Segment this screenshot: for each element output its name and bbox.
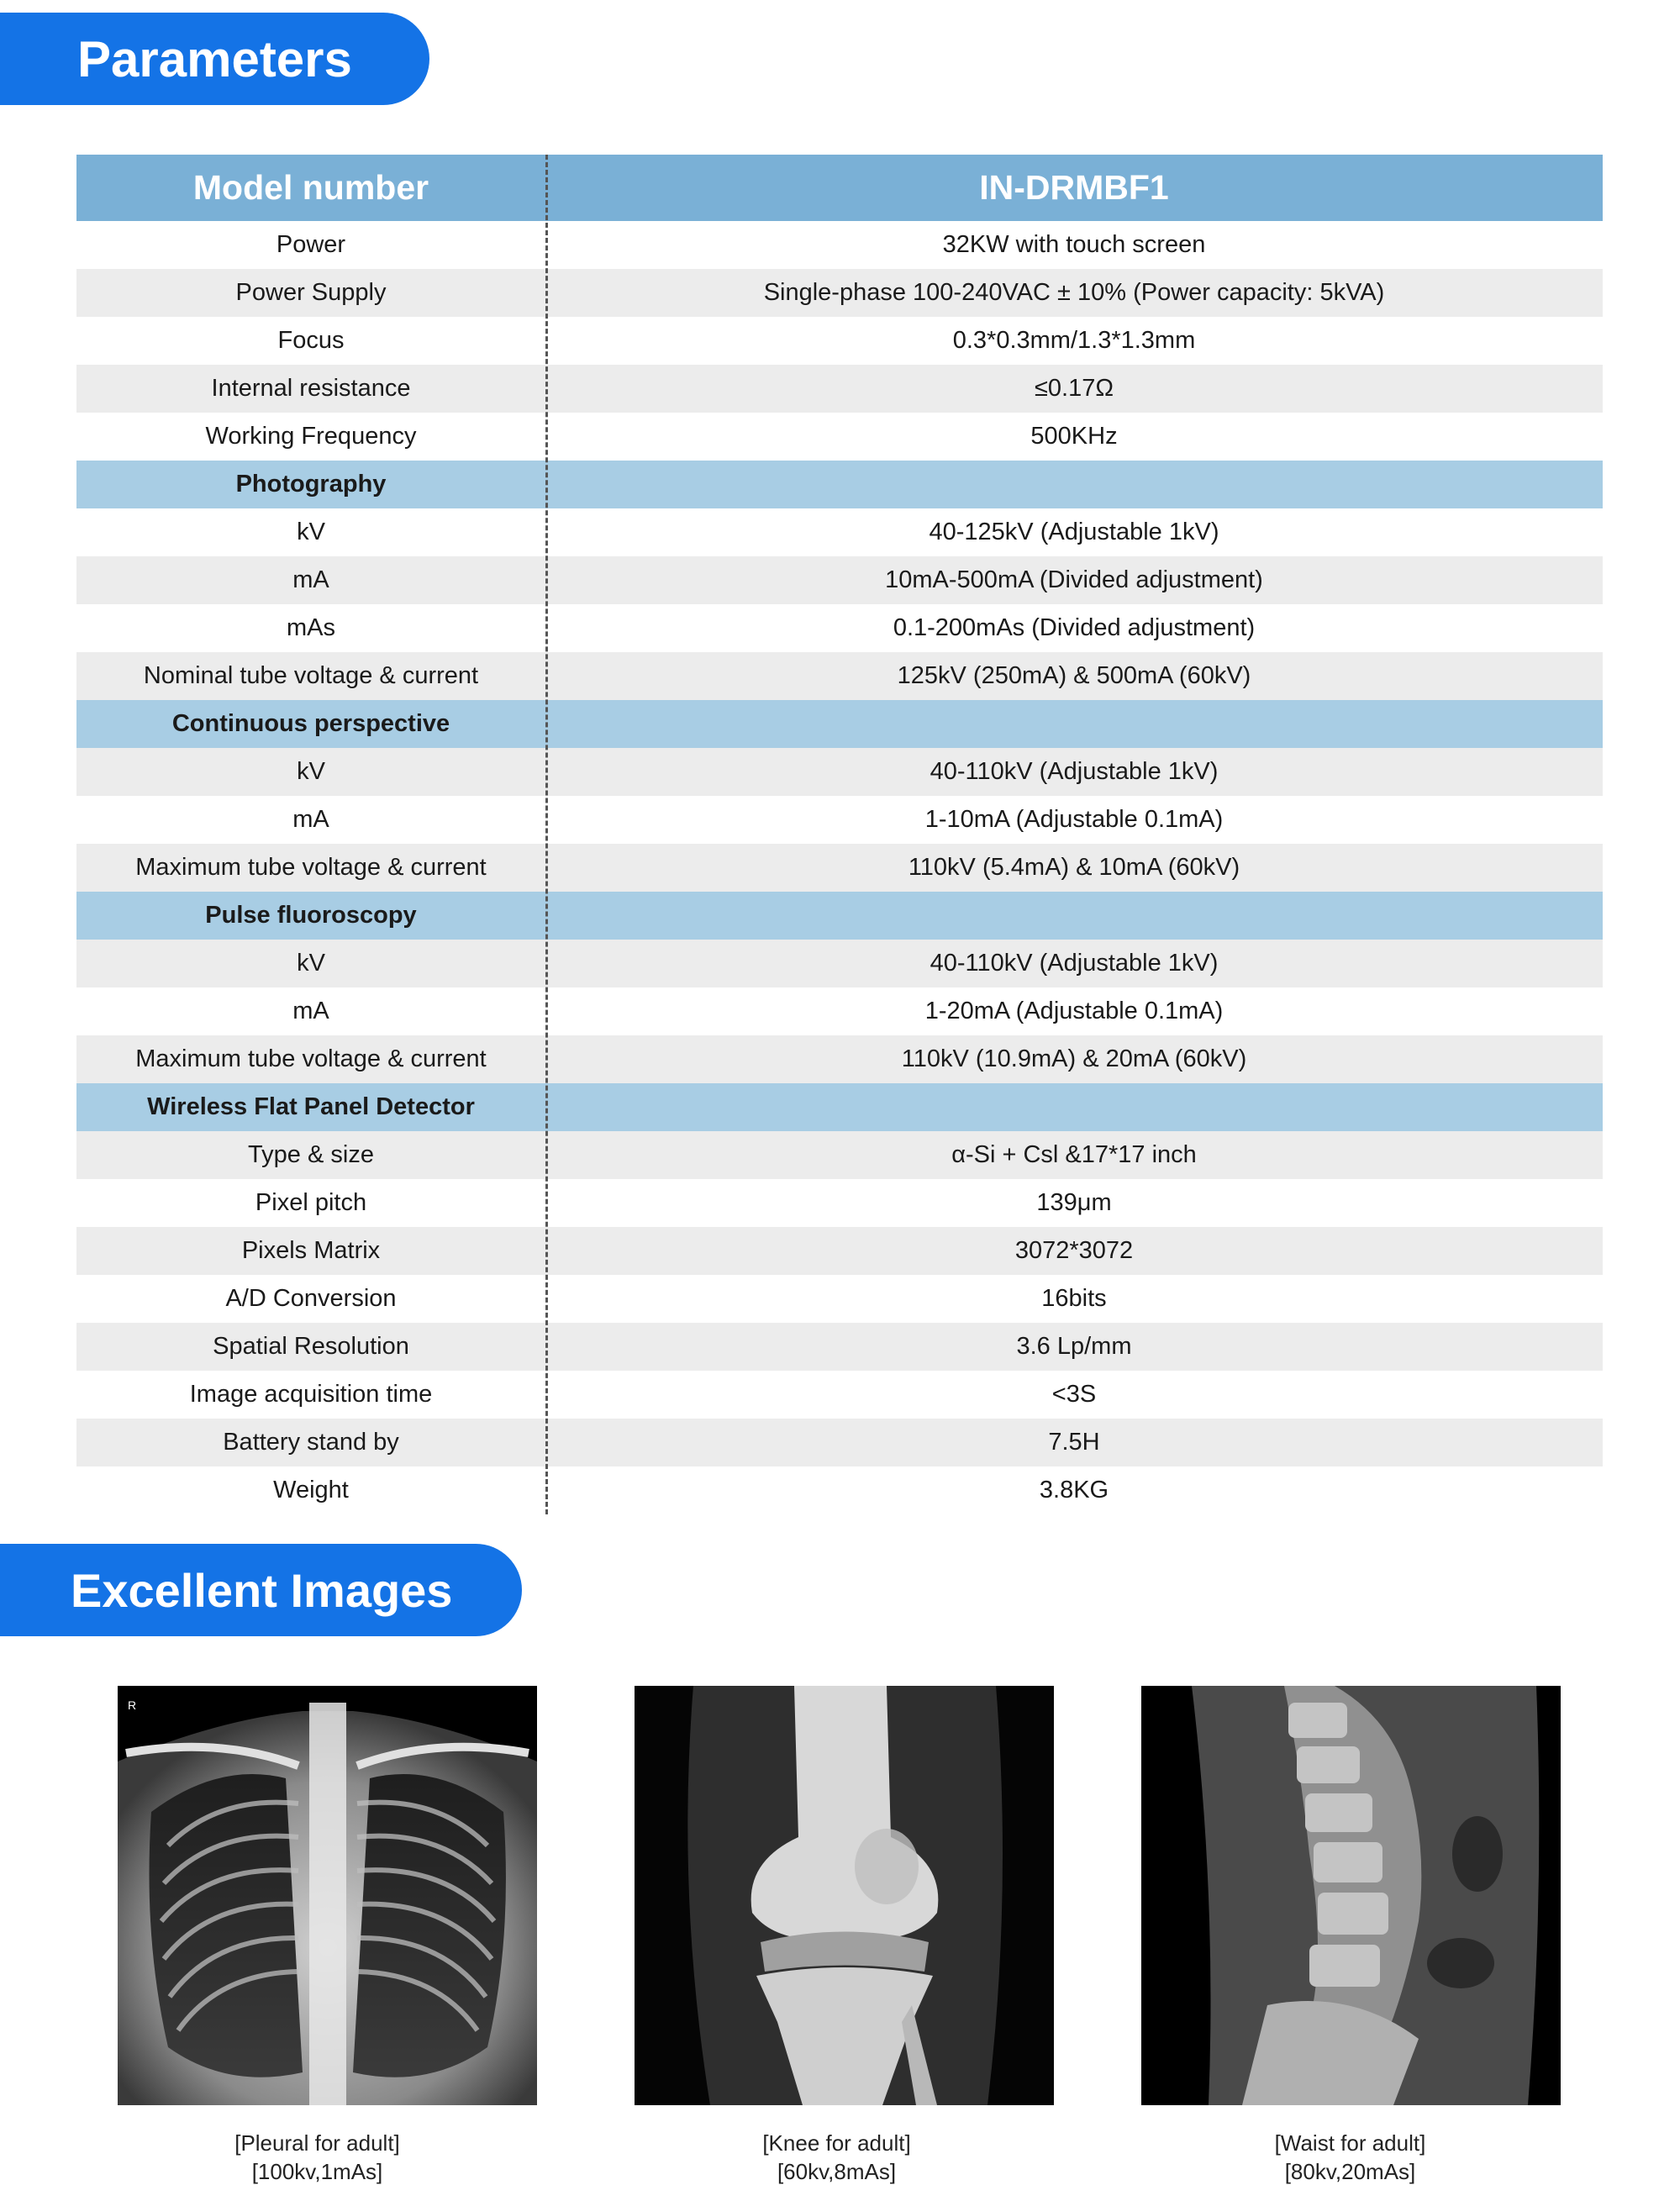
param-value: 32KW with touch screen	[942, 231, 1206, 258]
chest-xray-marker: R	[128, 1698, 137, 1712]
knee-caption-title: [Knee for adult]	[762, 2130, 911, 2156]
waist-caption-title: [Waist for adult]	[1274, 2130, 1426, 2156]
waist-xray-image	[1141, 1686, 1561, 2105]
param-label: mA	[292, 998, 329, 1024]
images-section-tab	[0, 1544, 522, 1636]
param-value: 40-125kV (Adjustable 1kV)	[929, 519, 1219, 545]
parameters-title: Parameters	[77, 30, 352, 87]
table-row	[76, 796, 1603, 844]
param-value: ≤0.17Ω	[1034, 375, 1114, 402]
table-row	[76, 317, 1603, 365]
table-section-row	[76, 892, 1603, 940]
table-row	[76, 652, 1603, 700]
param-value: Single-phase 100-240VAC ± 10% (Power capacity: 5kVA)	[763, 279, 1385, 306]
param-label: Maximum tube voltage & current	[135, 854, 487, 881]
table-row	[76, 844, 1603, 892]
param-value: 0.1-200mAs (Divided adjustment)	[893, 614, 1256, 641]
param-value: 10mA-500mA (Divided adjustment)	[885, 566, 1263, 593]
chest-xray-caption	[108, 2129, 527, 2186]
section-heading: Photography	[235, 471, 387, 498]
chest-xray-image	[118, 1686, 537, 2105]
table-body	[76, 221, 1603, 1514]
table-row	[76, 1371, 1603, 1419]
param-value: 1-10mA (Adjustable 0.1mA)	[924, 806, 1224, 833]
table-row	[76, 1275, 1603, 1323]
waist-caption-params: [80kv,20mAs]	[1284, 2159, 1416, 2184]
param-label: kV	[297, 519, 325, 545]
table-row	[76, 1131, 1603, 1179]
table-row	[76, 987, 1603, 1035]
param-value: 110kV (10.9mA) & 20mA (60kV)	[901, 1045, 1247, 1072]
table-row	[76, 1035, 1603, 1083]
param-label: Weight	[273, 1477, 349, 1503]
column-divider	[545, 155, 548, 1514]
table-row	[76, 556, 1603, 604]
param-label: mA	[292, 806, 329, 833]
param-value: 3072*3072	[1014, 1237, 1134, 1264]
param-value: 16bits	[1041, 1285, 1107, 1312]
table-row	[76, 748, 1603, 796]
param-label: Image acquisition time	[189, 1381, 433, 1408]
knee-xray-image	[635, 1686, 1054, 2105]
param-label: mA	[292, 566, 329, 593]
parameters-section-tab	[0, 13, 429, 105]
table-section-row	[76, 700, 1603, 748]
table-header-row	[76, 155, 1603, 221]
param-label: mAs	[287, 614, 335, 641]
table-row	[76, 940, 1603, 987]
table-row	[76, 365, 1603, 413]
table-section-row	[76, 1083, 1603, 1131]
table-row	[76, 1466, 1603, 1514]
param-label: Internal resistance	[211, 375, 411, 402]
table-row	[76, 1179, 1603, 1227]
param-value: 7.5H	[1048, 1429, 1100, 1456]
table-row	[76, 1419, 1603, 1466]
table-row	[76, 604, 1603, 652]
param-label: Spatial Resolution	[213, 1333, 409, 1360]
table-section-row	[76, 461, 1603, 508]
param-label: kV	[297, 950, 325, 977]
param-value: 0.3*0.3mm/1.3*1.3mm	[952, 327, 1196, 354]
table-row	[76, 1227, 1603, 1275]
param-label: Pixels Matrix	[241, 1237, 381, 1264]
param-value: 125kV (250mA) & 500mA (60kV)	[897, 662, 1251, 689]
table-row	[76, 1323, 1603, 1371]
param-label: Pixel pitch	[255, 1189, 367, 1216]
param-label: kV	[297, 758, 325, 785]
table-row	[76, 413, 1603, 461]
spec-table	[76, 155, 1603, 1514]
table-row	[76, 508, 1603, 556]
param-label: Battery stand by	[223, 1429, 399, 1456]
section-heading: Wireless Flat Panel Detector	[147, 1093, 475, 1120]
param-value: 3.8KG	[1039, 1477, 1109, 1503]
param-label: Power	[276, 231, 346, 258]
param-label: Maximum tube voltage & current	[135, 1045, 487, 1072]
param-value: 40-110kV (Adjustable 1kV)	[930, 758, 1219, 785]
param-value: 500KHz	[1030, 423, 1118, 450]
param-value: 40-110kV (Adjustable 1kV)	[930, 950, 1219, 977]
images-title: Excellent Images	[71, 1563, 453, 1617]
section-heading: Pulse fluoroscopy	[205, 902, 417, 929]
param-value: <3S	[1051, 1381, 1097, 1408]
chest-caption-params: [100kv,1mAs]	[251, 2159, 383, 2184]
table-row	[76, 269, 1603, 317]
waist-xray-caption	[1140, 2129, 1560, 2186]
table-row	[76, 221, 1603, 269]
param-label: Focus	[277, 327, 345, 354]
header-model-value: IN-DRMBF1	[979, 168, 1169, 207]
knee-caption-params: [60kv,8mAs]	[777, 2159, 897, 2184]
param-value: 139μm	[1036, 1189, 1112, 1216]
param-value: 3.6 Lp/mm	[1016, 1333, 1132, 1360]
param-label: Type & size	[248, 1141, 374, 1168]
param-label: A/D Conversion	[225, 1285, 397, 1312]
param-label: Power Supply	[235, 279, 387, 306]
chest-caption-title: [Pleural for adult]	[234, 2130, 400, 2156]
section-heading: Continuous perspective	[171, 710, 450, 737]
param-value: 110kV (5.4mA) & 10mA (60kV)	[908, 854, 1240, 881]
knee-xray-caption	[627, 2129, 1046, 2186]
header-model-label: Model number	[192, 168, 429, 207]
param-value: 1-20mA (Adjustable 0.1mA)	[924, 998, 1224, 1024]
param-value: α-Si + Csl &17*17 inch	[951, 1141, 1197, 1168]
param-label: Nominal tube voltage & current	[143, 662, 479, 689]
param-label: Working Frequency	[205, 423, 417, 450]
